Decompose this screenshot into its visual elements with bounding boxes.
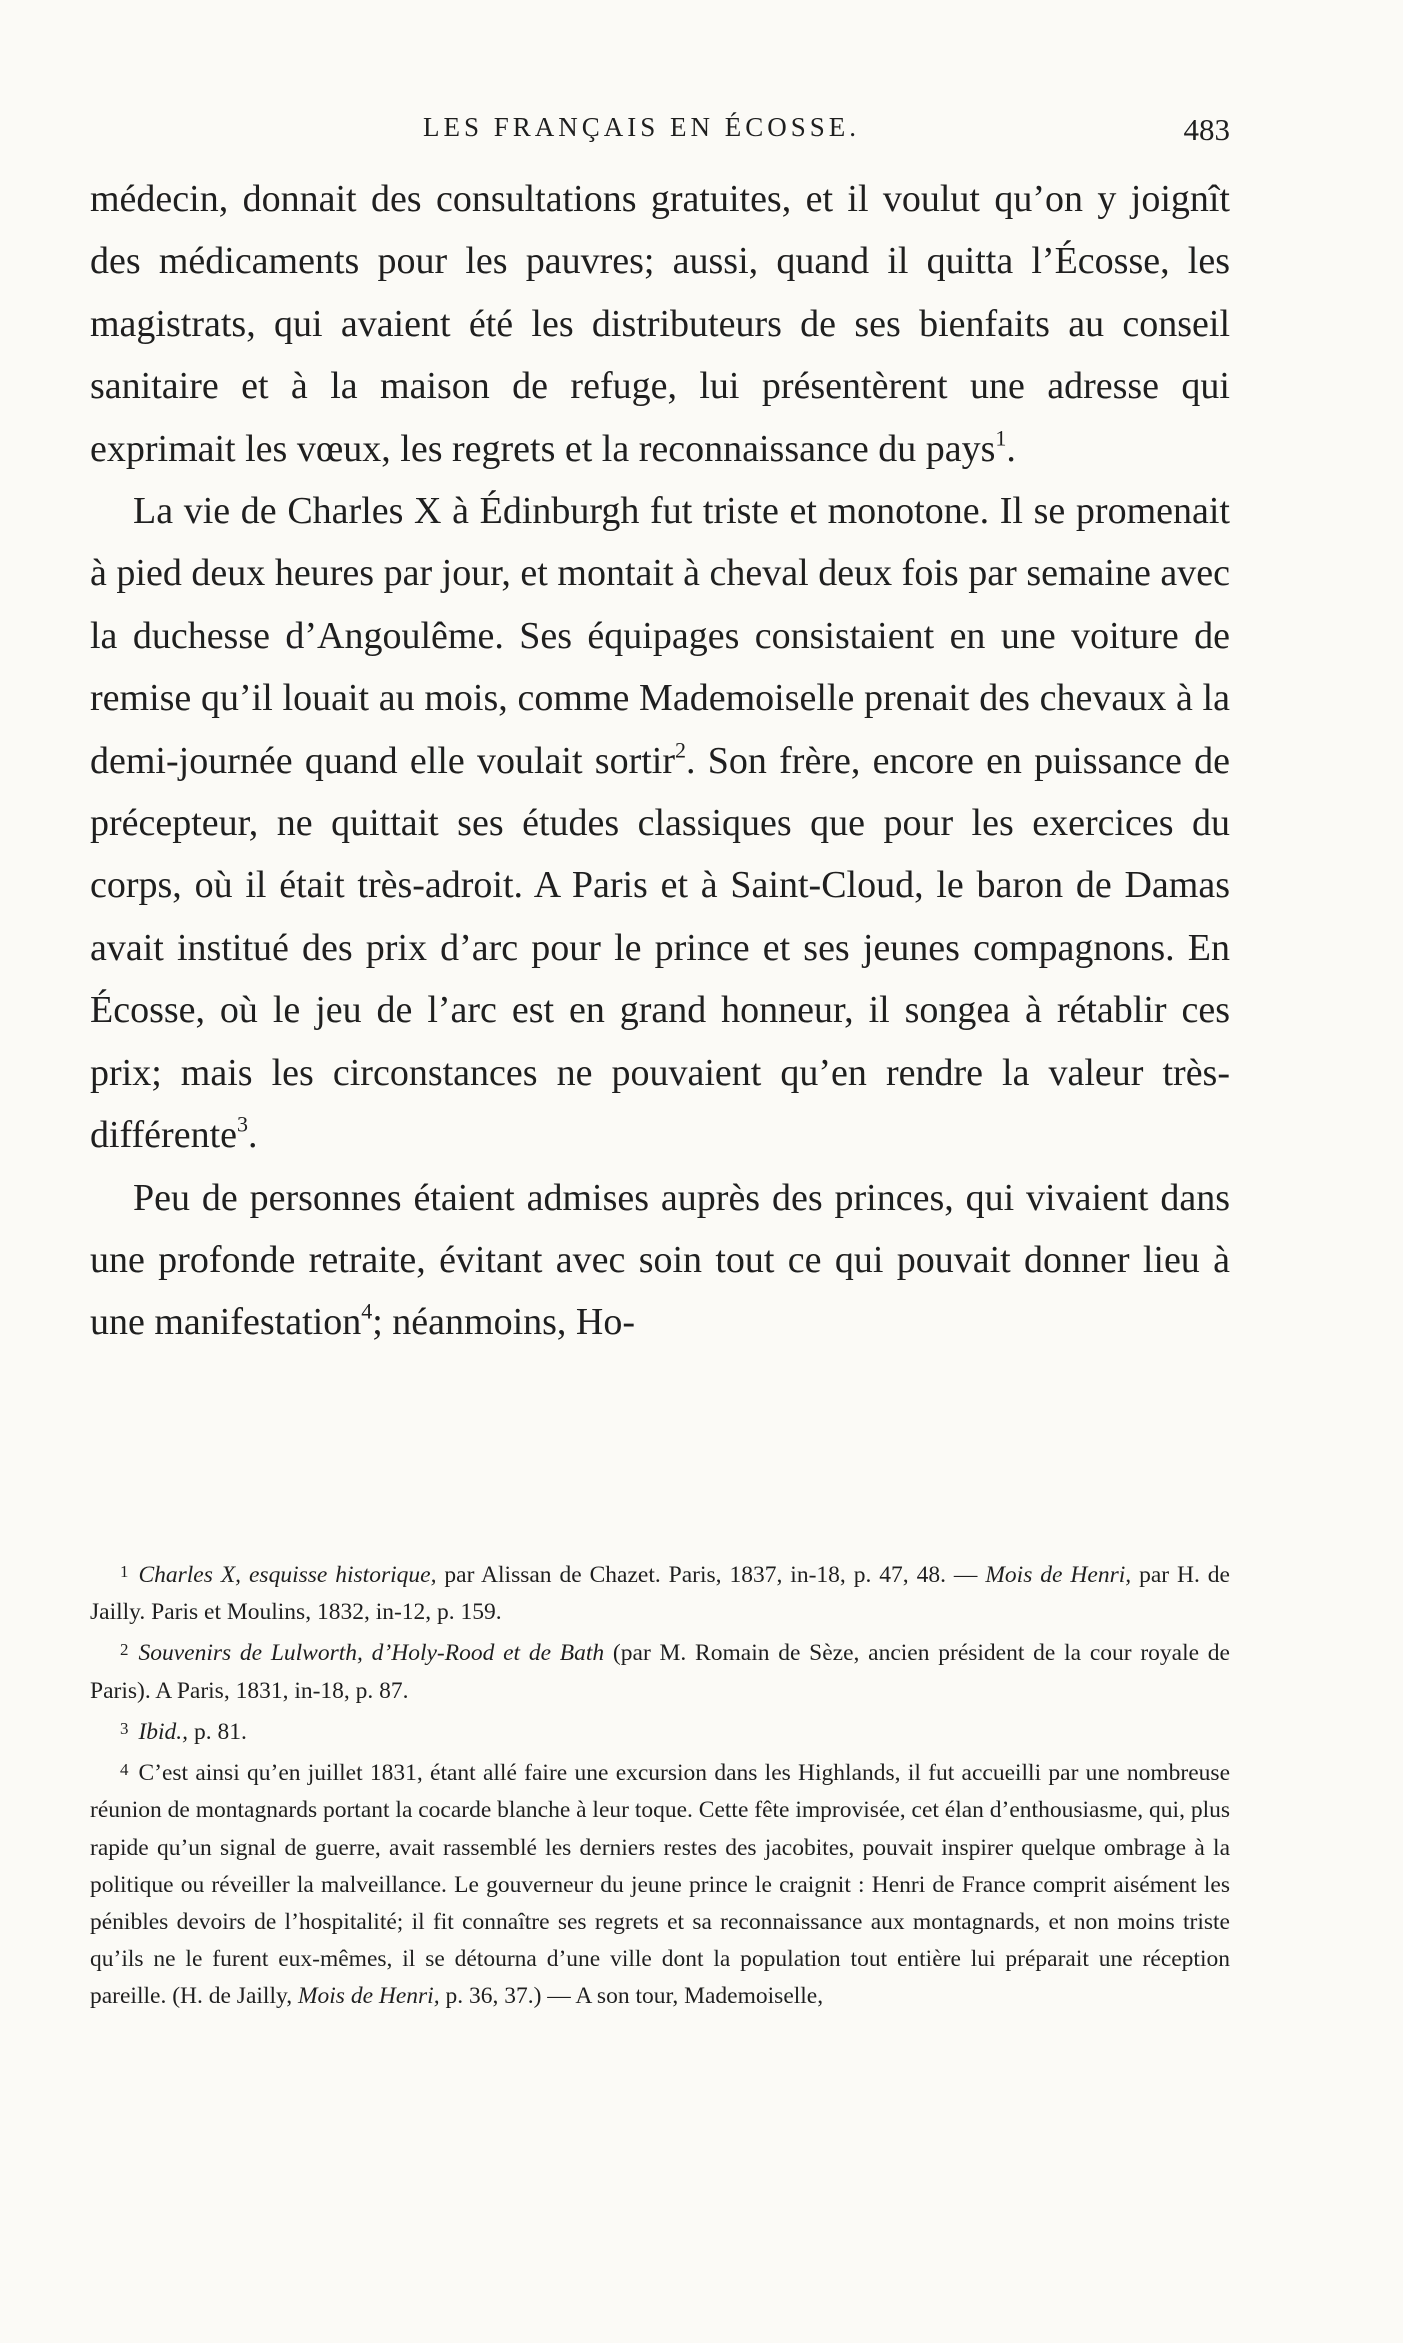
paragraph-3-part-b: ; néanmoins, Ho- [372,1301,636,1344]
footnote-2-mark: 2 [120,1640,129,1660]
footnote-1-end: par H. de Jailly. Paris et Moulins, 1832, in-12, p. 159. [90,1562,1230,1626]
footnote-1-middle: par Alissan de Chazet. Paris, 1837, in-18, p. 47, 48. — [436,1562,986,1589]
body-text [90,168,1230,1354]
paragraph-1-end: . [1006,427,1016,470]
running-title: LES FRANÇAIS EN ÉCOSSE. [423,112,861,142]
footnotes [90,1553,1230,2016]
footnote-1-mark: 1 [120,1562,129,1581]
paragraph-1-text: médecin, donnait des consultations gratuites, et il voulut qu’on y joignît des médicaments pour les pauvres; aussi, quand il quitta l’Écosse, les magistrats, qui avaient été les distributeurs de ses bienfaits au conseil sanitaire et à la maison de refuge, lui présentèrent une adresse qui exprimait les vœux, les regrets et la reconnaissance du pays [90,178,1230,470]
paragraph-1 [90,168,1230,480]
footnote-4 [90,1751,1230,2015]
paragraph-3-part-a: Peu de personnes étaient admises auprès des princes, qui vivaient dans une profonde retraite, évitant avec soin tout ce qui pouvait donner lieu à une manifestation [90,1176,1230,1344]
footnote-ref-3: 3 [237,1111,249,1137]
footnote-ref-2: 2 [675,737,687,763]
running-header [90,112,1230,158]
footnote-3 [90,1710,1230,1751]
footnote-ref-4: 4 [361,1298,373,1324]
paragraph-2 [90,480,1230,1166]
footnote-3-end: p. 81. [188,1719,247,1745]
footnote-4-mark: 4 [120,1760,129,1780]
footnote-4-part-b: p. 36, 37.) — A son tour, Mademoiselle, [439,1983,824,2010]
footnote-1 [90,1553,1230,1631]
footnote-2-end: (par M. Romain de Sèze, ancien président de la cour royale de Paris). A Paris, 1831, in-18, p. 87. [90,1640,1230,1704]
page-number: 483 [1183,112,1230,147]
paragraph-2-part-c: . [248,1114,258,1157]
paragraph-2-part-a: La vie de Charles X à Édinburgh fut triste et monotone. Il se promenait à pied deux heures par jour, et montait à cheval deux fois par semaine avec la duchesse d’Angoulême. Ses équipages consistaient en une voiture de remise qu’il louait au mois, comme Mademoiselle prenait des chevaux à la demi-journée quand elle voulait sortir [90,490,1230,782]
footnote-2-title: Souvenirs de Lulworth, d’Holy-Rood et de Bath [138,1640,605,1667]
paragraph-2-part-b: . Son frère, encore en puissance de précepteur, ne quittait ses études classiques que pour les exercices du corps, où il était très-adroit. A Paris et à Saint-Cloud, le baron de Damas avait institué des prix d’arc pour le prince et ses jeunes compagnons. En Écosse, où le jeu de l’arc est en grand honneur, il songea à rétablir ces prix; mais les circonstances ne pouvaient qu’en rendre la valeur très-différente [90,739,1231,1157]
footnote-2 [90,1631,1230,1709]
paragraph-3 [90,1167,1230,1354]
footnote-3-title: Ibid., [138,1719,189,1745]
footnote-4-part-a: C’est ainsi qu’en juillet 1831, étant allé faire une excursion dans les Highlands, il fut accueilli par une nombreuse réunion de montagnards portant la cocarde blanche à leur toque. Cette fête improvisée, cet élan d’enthousiasme, qui, plus rapide qu’un signal de guerre, avait rassemblé les derniers restes des jacobites, pouvait inspirer quelque ombrage à la politique ou réveiller la malveillance. Le gouverneur du jeune prince le craignit : Henri de France comprit aisément les pénibles devoirs de l’hospitalité; il fit connaître ses regrets et sa reconnaissance aux montagnards, et non moins triste qu’ils ne le furent eux-mêmes, il se détourna d’une ville dont la population tout entière lui préparait une réception pareille. (H. de Jailly, [90,1760,1231,2010]
footnote-4-title: Mois de Henri, [297,1983,440,2010]
footnote-1-title-1: Charles X, esquisse historique, [138,1562,437,1589]
footnote-1-title-2: Mois de Henri, [985,1562,1132,1589]
footnote-ref-1: 1 [995,425,1007,451]
footnote-3-mark: 3 [120,1718,129,1738]
